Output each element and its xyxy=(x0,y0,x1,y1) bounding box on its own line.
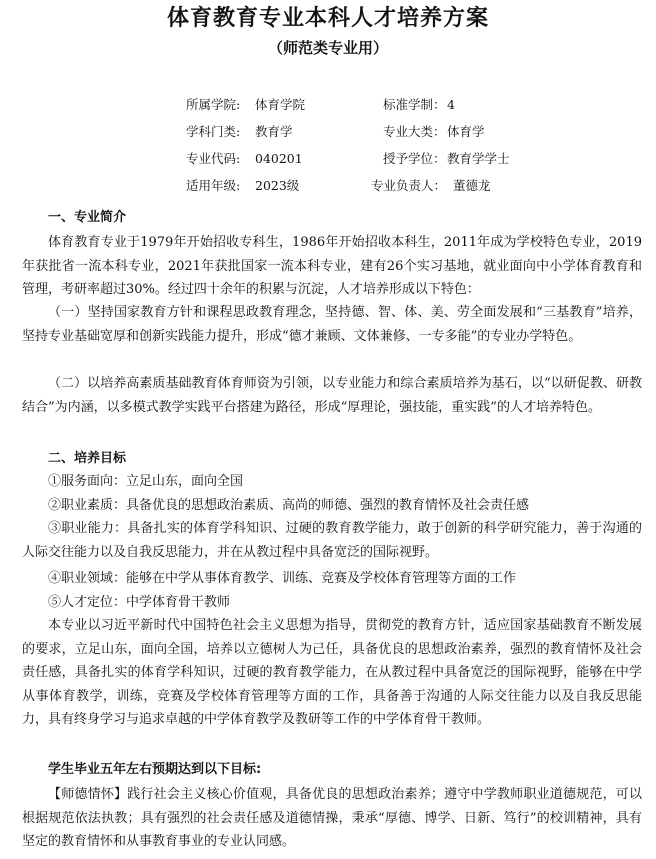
section2-summary: 本专业以习近平新时代中国特色社会主义思想为指导，贯彻党的教育方针，适应国家基础教育不断发展的要求，立足山东，面向全国，培养以立德树人为己任，具备优良的思想政治素养，强烈的教育情怀及社会责任感，具备扎实的体育学科知识，过硬的教育教学能力，在从教过程中具备宽泛的国际视野，能够在中学从事体育教学，训练，竞赛及学校体育管理等方面的工作，具备善于沟通的人际交往能力以及自我反思能力，具有终身学习与追求卓越的中学体育教学及教研等工作的中学体育骨干教师。 xyxy=(22,618,642,727)
dept-value: 体育学院 xyxy=(255,97,306,112)
dept-label: 所属学院: xyxy=(186,97,241,112)
five-year-heading: 学生毕业五年左右预期达到以下目标: xyxy=(48,762,262,777)
grade-label: 适用年级: xyxy=(186,178,241,193)
code-label: 专业代码: xyxy=(186,151,241,166)
category-label: 学科门类: xyxy=(186,124,241,139)
major-class-label: 专业大类： xyxy=(383,124,446,139)
degree-label: 授予学位： xyxy=(383,151,446,166)
goal-service: ①服务面向：立足山东，面向全国 xyxy=(48,474,244,489)
goal-quality: ②职业素质：具备优良的思想政治素质、高尚的师德、强烈的教育情怀及社会责任感 xyxy=(48,498,530,513)
section2-heading: 二、培养目标 xyxy=(48,451,127,466)
duration-label: 标准学制： xyxy=(383,97,446,112)
ethics-goal: 【师德情怀】践行社会主义核心价值观，具备优良的思想政治素养；遵守中学教师职业道德规范，可以根据规范依法执教；具有强烈的社会责任感及道德情操，秉承“厚德、博学、日新、笃行”的校训精神，具有坚定的教育情怀和从事教育事业的专业认同感。 xyxy=(22,787,642,849)
document-title: 体育教育专业本科人才培养方案 xyxy=(166,6,489,31)
goal-field: ④职业领域：能够在中学从事体育教学、训练、竞赛及学校体育管理等方面的工作 xyxy=(48,571,517,586)
leader-value: 董德龙 xyxy=(453,178,491,193)
major-class-value: 体育学 xyxy=(447,124,485,139)
goal-position: ⑤人才定位：中学体育骨干教师 xyxy=(48,595,231,610)
section1-heading: 一、专业简介 xyxy=(48,210,127,225)
duration-value: 4 xyxy=(447,97,455,112)
category-value: 教育学 xyxy=(255,124,293,139)
section1-feature-2: （二）以培养高素质基础教育体育师资为引领，以专业能力和综合素质培养为基石，以“以研促教、研教结合”为内涵，以多模式教学实践平台搭建为路径，形成“厚理论，强技能，重实践”的人才培养特色。 xyxy=(22,376,642,415)
section1-intro: 体育教育专业于1979年开始招收专科生，1986年开始招收本科生，2011年成为学校特色专业，2019年获批省一流本科专业，2021年获批国家一流本科专业，建有26个实习基地，就业面向中小学体育教育和管理，考研率超过30%。经过四十余年的积累与沉淀，人才培养形成以下特色： xyxy=(22,235,642,297)
leader-label: 专业负责人： xyxy=(371,178,447,193)
degree-value: 教育学学士 xyxy=(447,151,510,166)
section1-feature-1: （一）坚持国家教育方针和课程思政教育理念，坚持德、智、体、美、劳全面发展和“三基教育”培养，坚持专业基础宽厚和创新实践能力提升，形成“德才兼顾、文体兼修、一专多能”的专业办学特色。 xyxy=(22,305,642,344)
document-subtitle: （师范类专业用） xyxy=(267,39,388,57)
code-value: 040201 xyxy=(255,151,303,166)
goal-ability: ③职业能力：具备扎实的体育学科知识、过硬的教育教学能力，敢于创新的科学研究能力，善于沟通的人际交往能力以及自我反思能力，并在从教过程中具备宽泛的国际视野。 xyxy=(22,521,642,560)
grade-value: 2023级 xyxy=(255,178,300,193)
